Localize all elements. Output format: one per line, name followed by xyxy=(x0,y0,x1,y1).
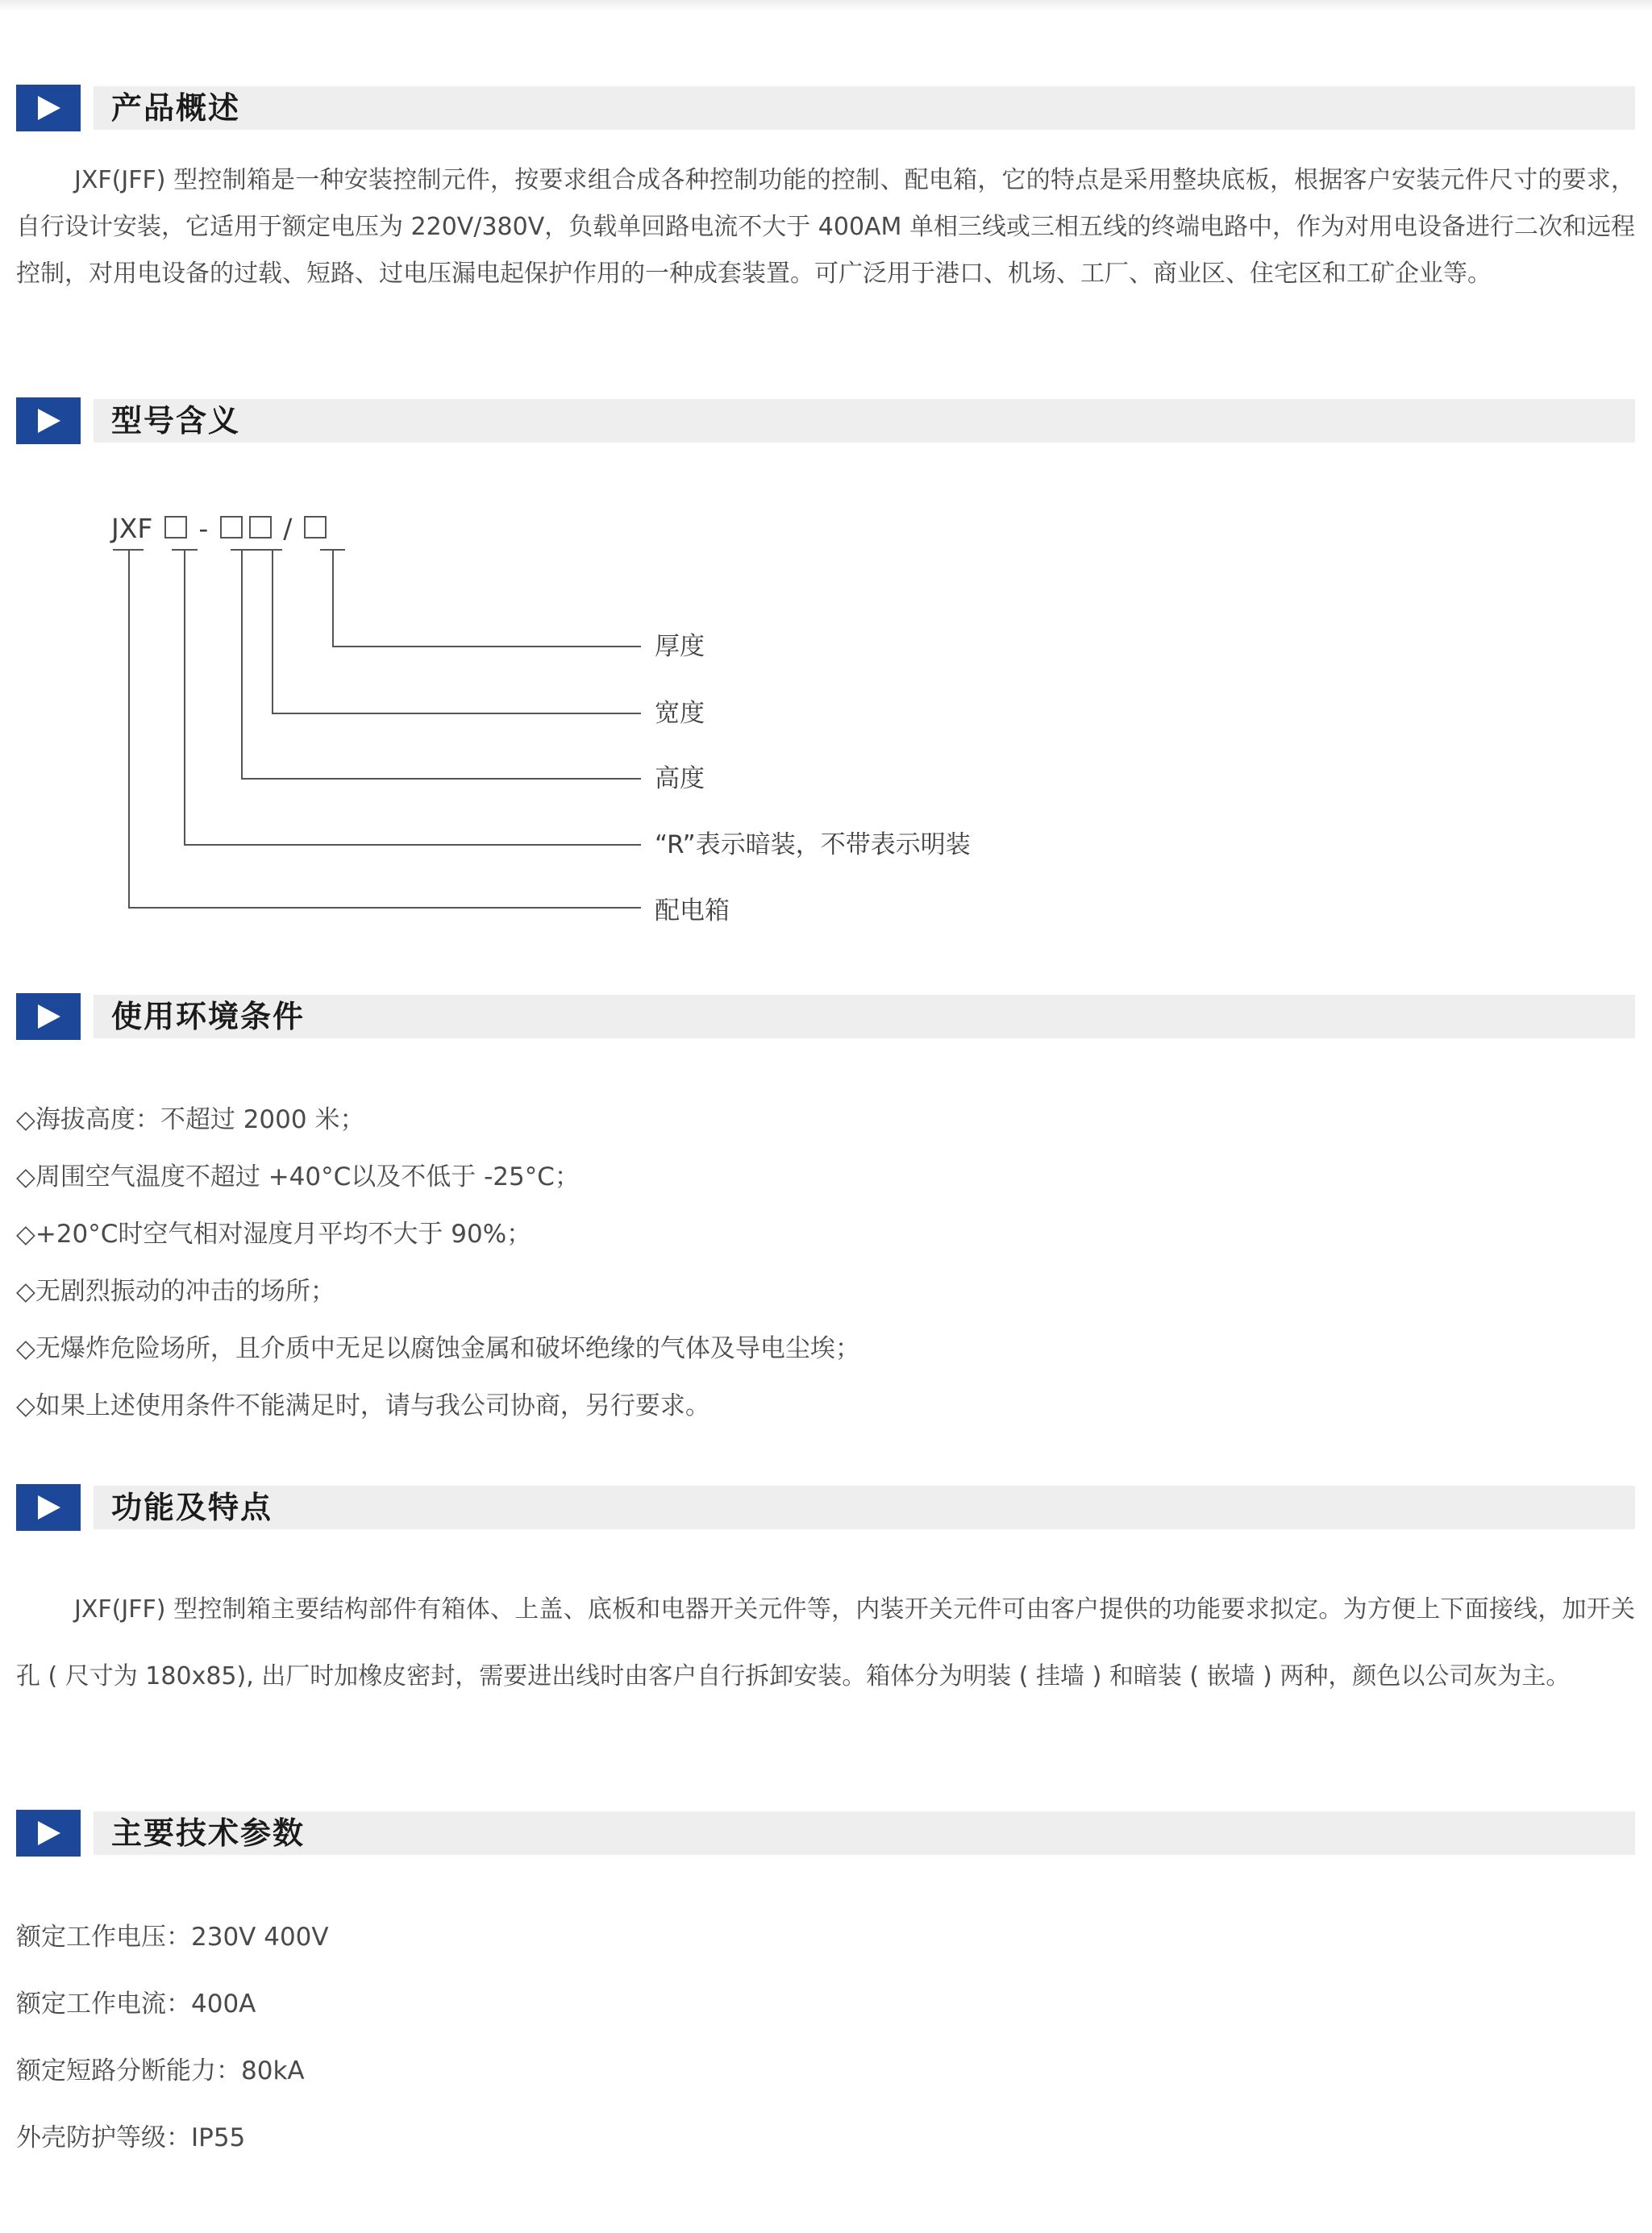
label-thickness: 厚度 xyxy=(655,632,705,661)
environment-item: ◇无剧烈振动的冲击的场所； xyxy=(16,1277,335,1306)
model-dash: - xyxy=(198,513,209,544)
play-arrow-icon xyxy=(16,993,81,1040)
label-height: 高度 xyxy=(655,764,705,793)
section-title: 使用环境条件 xyxy=(111,999,306,1034)
section-header-background xyxy=(94,1811,1635,1855)
features-text: JXF(JFF) 型控制箱主要结构部件有箱体、上盖、底板和电器开关元件等，内装开关元件可由客户提供的功能要求拟定。为方便上下面接线，加开关孔 ( 尺寸为 180x85), 出厂时加橡皮密封，需要进出线时由客户自行拆卸安装。箱体分为明装 ( 挂墙 ) 和暗装 ( 嵌墙 ) 两种，颜色以公司灰为主。 xyxy=(16,1595,1635,1690)
param-breaking-capacity: 额定短路分断能力：80kA xyxy=(16,2056,305,2085)
label-install-type: “R”表示暗装，不带表示明装 xyxy=(655,830,971,859)
environment-item: ◇周围空气温度不超过 +40°C以及不低于 -25°C； xyxy=(16,1162,580,1191)
section-title: 功能及特点 xyxy=(111,1490,273,1525)
section-header-background xyxy=(94,995,1635,1038)
section-title: 产品概述 xyxy=(111,90,241,126)
param-ip-rating: 外壳防护等级：IP55 xyxy=(16,2123,246,2152)
param-rated-voltage: 额定工作电压：230V 400V xyxy=(16,1923,329,1952)
play-arrow-icon xyxy=(16,1810,81,1857)
section-header-params xyxy=(16,1810,1635,1857)
model-prefix: JXF xyxy=(111,513,153,544)
section-header-environment xyxy=(16,993,1635,1040)
section-header-features xyxy=(16,1484,1635,1531)
play-arrow-icon xyxy=(16,1484,81,1531)
environment-item: ◇无爆炸危险场所，且介质中无足以腐蚀金属和破坏绝缘的气体及导电尘埃； xyxy=(16,1334,860,1363)
model-leader-lines xyxy=(0,0,1652,967)
param-rated-current: 额定工作电流：400A xyxy=(16,1990,256,2019)
label-distribution-box: 配电箱 xyxy=(655,896,730,925)
label-width: 宽度 xyxy=(655,699,705,728)
model-slash: / xyxy=(283,513,293,544)
environment-item: ◇海拔高度：不超过 2000 米； xyxy=(16,1105,365,1134)
section-title: 型号含义 xyxy=(111,403,241,439)
environment-item: ◇如果上述使用条件不能满足时，请与我公司协商，另行要求。 xyxy=(16,1391,710,1420)
section-header-background xyxy=(94,1486,1635,1529)
section-title: 主要技术参数 xyxy=(111,1815,306,1851)
environment-item: ◇+20°C时空气相对湿度月平均不大于 90%； xyxy=(16,1220,532,1249)
overview-text: JXF(JFF) 型控制箱是一种安装控制元件，按要求组合成各种控制功能的控制、配电箱，它的特点是采用整块底板，根据客户安装元件尺寸的要求，自行设计安装，它适用于额定电压为 220V/380V，负载单回路电流不大于 400AM 单相三线或三相五线的终端电路中，作为对用电设备进行二次和远程控制，对用电设备的过载、短路、过电压漏电起保护作用的一种成套装置。可广泛用于港口、机场、工厂、商业区、住宅区和工矿企业等。 xyxy=(16,166,1635,288)
features-paragraph xyxy=(16,1576,1635,1710)
